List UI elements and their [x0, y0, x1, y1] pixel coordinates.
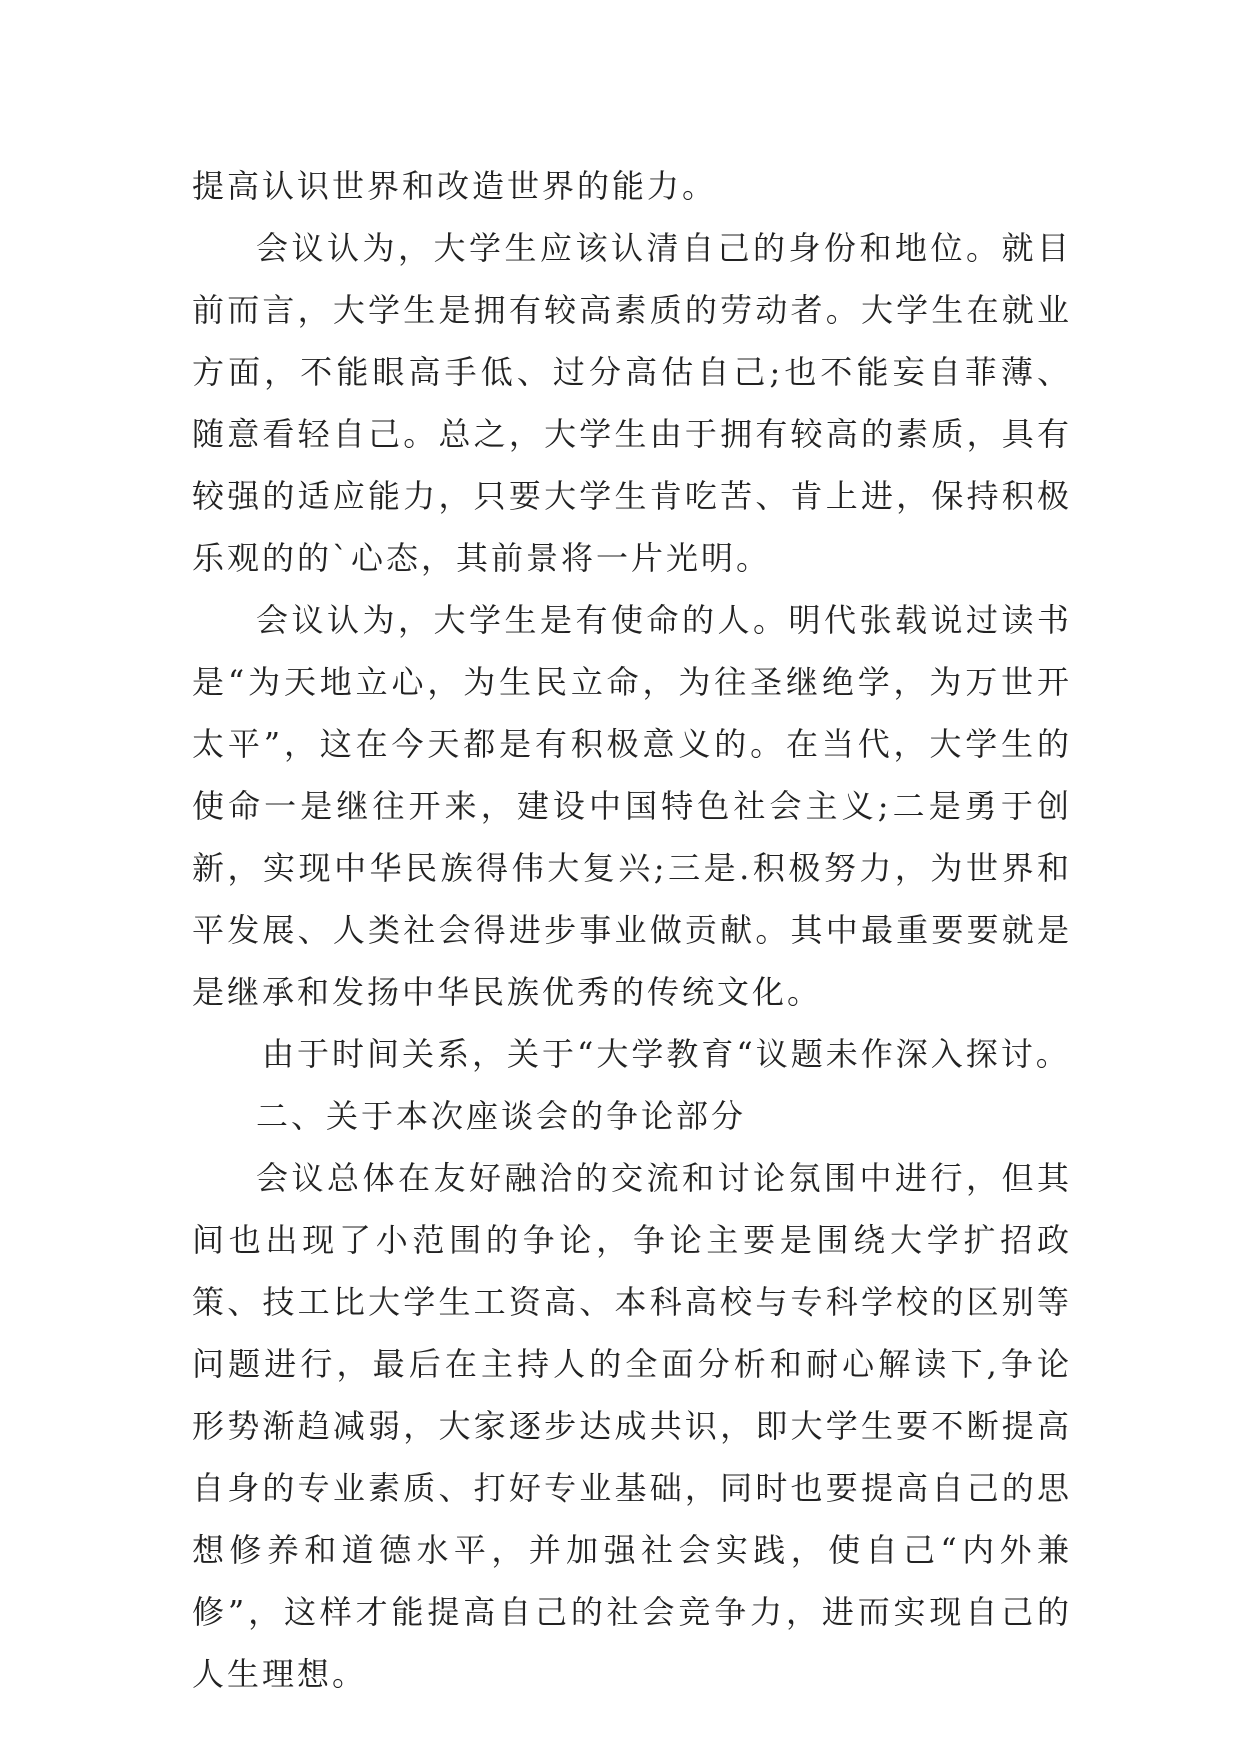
section-heading-dispute: 二、关于本次座谈会的争论部分 — [256, 1097, 747, 1135]
paragraph-identity: 会议认为，大学生应该认清自己的身份和地位。就目前而言，大学生是拥有较高素质的劳动者。大学生在就业方面，不能眼高手低、过分高估自己;也不能妄自菲薄、随意看轻自己。总之，大学生由于拥有较高的素质，具有较强的适应能力，只要大学生肯吃苦、肯上进，保持积极乐观的的`心态，其前景将一片光明。 — [192, 229, 1072, 577]
paragraph-dispute: 会议总体在友好融洽的交流和讨论氛围中进行，但其间也出现了小范围的争论，争论主要是围绕大学扩招政策、技工比大学生工资高、本科高校与专科学校的区别等问题进行，最后在主持人的全面分析和耐心解读下,争论形势渐趋减弱，大家逐步达成共识，即大学生要不断提高自身的专业素质、打好专业基础，同时也要提高自己的思想修养和道德水平，并加强社会实践，使自己“内外兼修”，这样才能提高自己的社会竞争力，进而实现自己的人生理想。 — [192, 1159, 1072, 1693]
document-body — [192, 155, 1072, 1705]
paragraph-continuation: 提高认识世界和改造世界的能力。 — [192, 167, 718, 205]
paragraph-time-note: 由于时间关系，关于“大学教育“议题未作深入探讨。 — [262, 1035, 1071, 1073]
paragraph-mission: 会议认为，大学生是有使命的人。明代张载说过读书是“为天地立心，为生民立命，为往圣继绝学，为万世开太平”，这在今天都是有积极意义的。在当代，大学生的使命一是继往开来，建设中国特色社会主义;二是勇于创新，实现中华民族得伟大复兴;三是.积极努力，为世界和平发展、人类社会得进步事业做贡献。其中最重要要就是是继承和发扬中华民族优秀的传统文化。 — [192, 601, 1072, 1011]
